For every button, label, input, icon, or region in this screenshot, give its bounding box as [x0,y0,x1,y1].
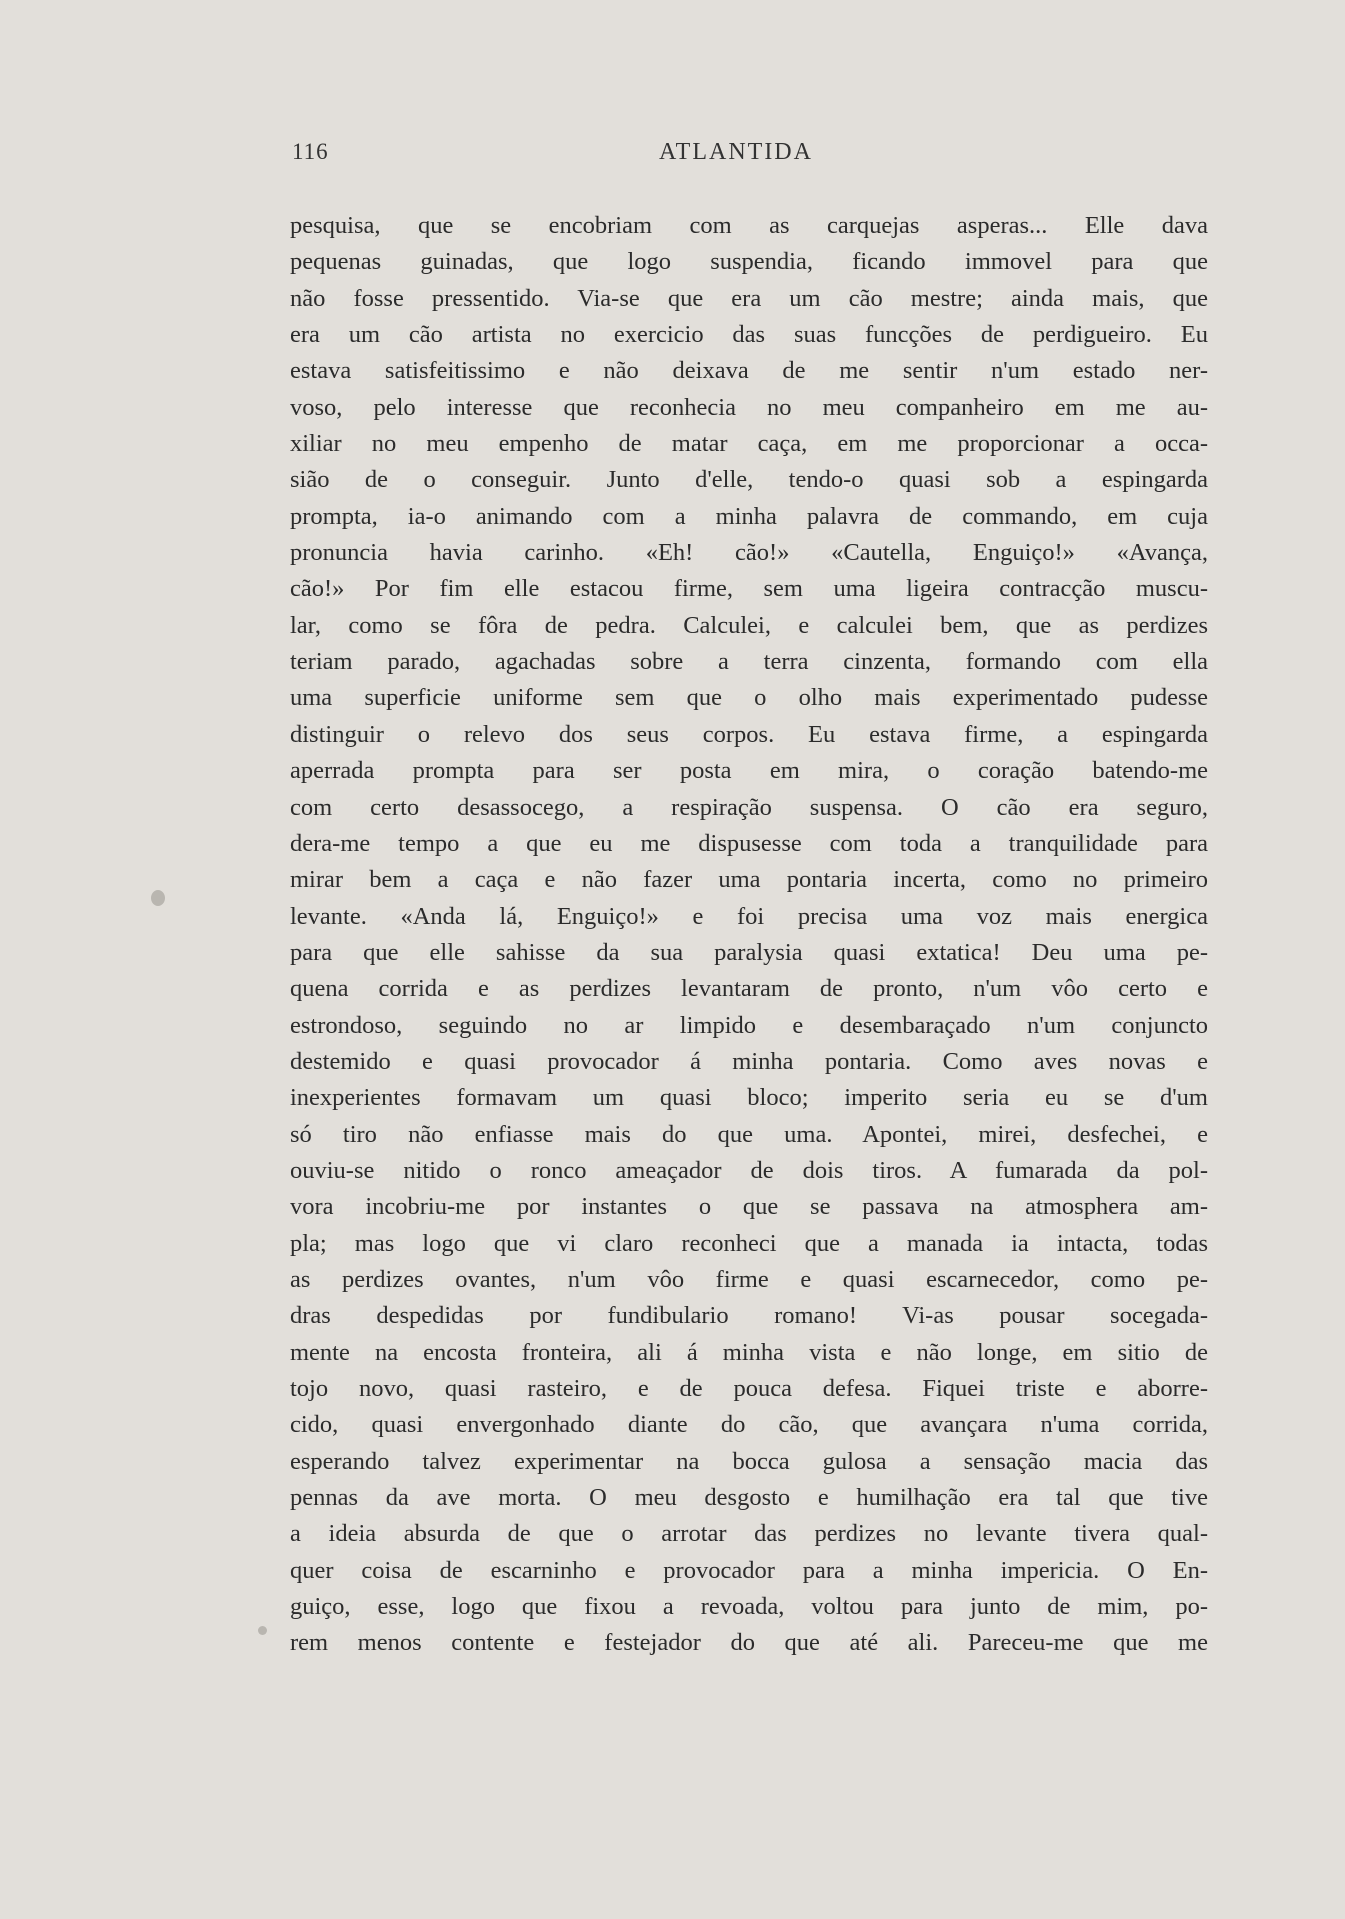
text-line: estava satisfeitissimo e não deixava de me sentir n'um estado ner- [290,357,1208,385]
text-line: era um cão artista no exercicio das suas funcções de perdigueiro. Eu [290,321,1208,349]
body-text [290,208,1208,1662]
text-line: xiliar no meu empenho de matar caça, em me proporcionar a occa- [290,430,1208,458]
paper-speck [151,890,165,906]
text-line: mirar bem a caça e não fazer uma pontaria incerta, como no primeiro [290,866,1208,894]
text-line: pesquisa, que se encobriam com as carquejas asperas... Elle dava [290,212,1208,239]
text-line: pronuncia havia carinho. «Eh! cão!» «Cautella, Enguiço!» «Avança, [290,539,1208,567]
text-line: vora incobriu-me por instantes o que se passava na atmosphera am- [290,1193,1208,1221]
text-line: uma superficie uniforme sem que o olho mais experimentado pudesse [290,684,1208,712]
text-line: sião de o conseguir. Junto d'elle, tendo-o quasi sob a espingarda [290,466,1208,494]
text-line: teriam parado, agachadas sobre a terra cinzenta, formando com ella [290,648,1208,676]
text-line: distinguir o relevo dos seus corpos. Eu estava firme, a espingarda [290,720,1208,748]
page-header [292,139,1210,179]
text-line: rem menos contente e festejador do que até ali. Pareceu-me que me [290,1629,1208,1657]
text-line: guiço, esse, logo que fixou a revoada, voltou para junto de mim, po- [290,1593,1208,1621]
text-line: pennas da ave morta. O meu desgosto e humilhação era tal que tive [290,1484,1208,1512]
text-line: lar, como se fôra de pedra. Calculei, e calculei bem, que as perdizes [290,611,1208,639]
text-line: as perdizes ovantes, n'um vôo firme e quasi escarnecedor, como pe- [290,1265,1208,1293]
text-line: não fosse pressentido. Via-se que era um cão mestre; ainda mais, que [290,284,1208,312]
text-line: cão!» Por fim elle estacou firme, sem uma ligeira contracção muscu- [290,575,1208,603]
text-line: voso, pelo interesse que reconhecia no meu companheiro em me au- [290,393,1208,421]
text-line: inexperientes formavam um quasi bloco; imperito seria eu se d'um [290,1084,1208,1112]
paper-speck [258,1626,267,1635]
text-line: dera-me tempo a que eu me dispusesse com toda a tranquilidade para [290,829,1208,857]
text-line: a ideia absurda de que o arrotar das perdizes no levante tivera qual- [290,1520,1208,1548]
text-line: para que elle sahisse da sua paralysia quasi extatica! Deu uma pe- [290,938,1208,966]
text-line: esperando talvez experimentar na bocca gulosa a sensação macia das [290,1447,1208,1475]
page-number: 116 [292,139,329,164]
text-line: mente na encosta fronteira, ali á minha vista e não longe, em sitio de [290,1338,1208,1366]
text-line: aperrada prompta para ser posta em mira, o coração batendo-me [290,757,1208,785]
text-line: quena corrida e as perdizes levantaram de pronto, n'um vôo certo e [290,975,1208,1003]
text-line: prompta, ia-o animando com a minha palavra de commando, em cuja [290,502,1208,530]
text-line: levante. «Anda lá, Enguiço!» e foi precisa uma voz mais energica [290,902,1208,930]
text-line: tojo novo, quasi rasteiro, e de pouca defesa. Fiquei triste e aborre- [290,1375,1208,1402]
text-line: dras despedidas por fundibulario romano! Vi-as pousar socegada- [290,1302,1208,1330]
text-line: só tiro não enfiasse mais do que uma. Apontei, mirei, desfechei, e [290,1120,1208,1148]
text-line: com certo desassocego, a respiração suspensa. O cão era seguro, [290,793,1208,821]
text-line: quer coisa de escarninho e provocador para a minha impericia. O En- [290,1556,1208,1584]
text-line: pla; mas logo que vi claro reconheci que a manada ia intacta, todas [290,1229,1208,1257]
running-head: ATLANTIDA [659,139,813,165]
text-line: destemido e quasi provocador á minha pontaria. Como aves novas e [290,1047,1208,1075]
text-line: estrondoso, seguindo no ar limpido e desembaraçado n'um conjuncto [290,1011,1208,1039]
text-line: cido, quasi envergonhado diante do cão, que avançara n'uma corrida, [290,1411,1208,1439]
text-line: pequenas guinadas, que logo suspendia, ficando immovel para que [290,248,1208,276]
text-line: ouviu-se nitido o ronco ameaçador de dois tiros. A fumarada da pol- [290,1156,1208,1184]
